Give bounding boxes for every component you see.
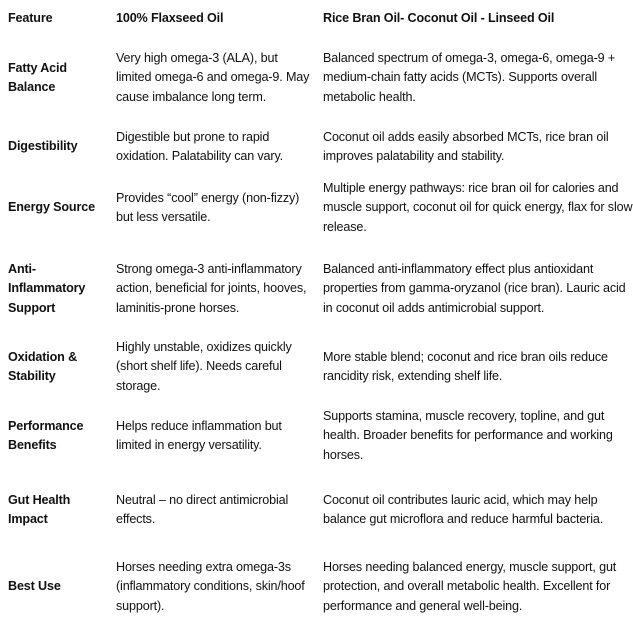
- feature-cell: Performance Benefits: [8, 418, 84, 452]
- table-row: [0, 396, 633, 476]
- table-row: [0, 544, 633, 630]
- blend-cell: Horses needing balanced energy, muscle support, gut protection, and overall metabolic health. Excellent for performance and general well-being.: [323, 560, 617, 613]
- flaxseed-cell: Provides “cool” energy (non-fizzy) but less versatile.: [116, 190, 300, 224]
- header-blend: Rice Bran Oil- Coconut Oil - Linseed Oil: [323, 11, 555, 26]
- feature-cell: Fatty Acid Balance: [8, 60, 67, 94]
- table-row: [0, 118, 633, 176]
- feature-cell: Oxidation & Stability: [8, 349, 78, 383]
- table-row: [0, 476, 633, 544]
- header-flaxseed: 100% Flaxseed Oil: [116, 11, 224, 26]
- flaxseed-cell: Digestible but prone to rapid oxidation. Palatability can vary.: [116, 129, 284, 163]
- blend-cell: Multiple energy pathways: rice bran oil for calories and muscle support, coconut oil for quick energy, flax for slow release.: [323, 181, 633, 234]
- flaxseed-cell: Very high omega-3 (ALA), but limited omega-6 and omega-9. May cause imbalance long term.: [116, 51, 310, 104]
- blend-cell: Coconut oil contributes lauric acid, which may help balance gut microflora and reduce harmful bacteria.: [323, 492, 604, 526]
- header-row: [0, 0, 633, 38]
- blend-cell: Balanced spectrum of omega-3, omega-6, omega-9 + medium-chain fatty acids (MCTs). Supports overall metabolic health.: [323, 51, 616, 104]
- blend-cell: More stable blend; coconut and rice bran oils reduce rancidity risk, extending shelf life.: [323, 349, 608, 383]
- flaxseed-cell: Highly unstable, oxidizes quickly (short shelf life). Needs careful storage.: [116, 340, 292, 393]
- feature-cell: Gut Health Impact: [8, 492, 71, 526]
- feature-cell: Anti-Inflammatory Support: [8, 262, 86, 315]
- feature-cell: Digestibility: [8, 139, 78, 154]
- blend-cell: Coconut oil adds easily absorbed MCTs, rice bran oil improves palatability and stability.: [323, 129, 609, 163]
- flaxseed-cell: Helps reduce inflammation but limited in energy versatility.: [116, 418, 282, 452]
- blend-cell: Balanced anti-inflammatory effect plus antioxidant properties from gamma-oryzanol (rice bran). Lauric acid in coconut oil adds antimicrobial support.: [323, 262, 626, 315]
- flaxseed-cell: Horses needing extra omega-3s (inflammatory conditions, skin/hoof support).: [116, 560, 305, 613]
- table-row: [0, 176, 633, 240]
- feature-cell: Energy Source: [8, 200, 95, 215]
- table-row: [0, 38, 633, 118]
- table-row: [0, 338, 633, 396]
- table-row: [0, 240, 633, 338]
- flaxseed-cell: Strong omega-3 anti-inflammatory action, beneficial for joints, hooves, laminitis-prone horses.: [116, 262, 307, 315]
- blend-cell: Supports stamina, muscle recovery, topline, and gut health. Broader benefits for performance and working horses.: [323, 409, 613, 462]
- header-feature: Feature: [8, 11, 53, 26]
- flaxseed-cell: Neutral – no direct antimicrobial effects.: [116, 492, 289, 526]
- feature-cell: Best Use: [8, 579, 61, 594]
